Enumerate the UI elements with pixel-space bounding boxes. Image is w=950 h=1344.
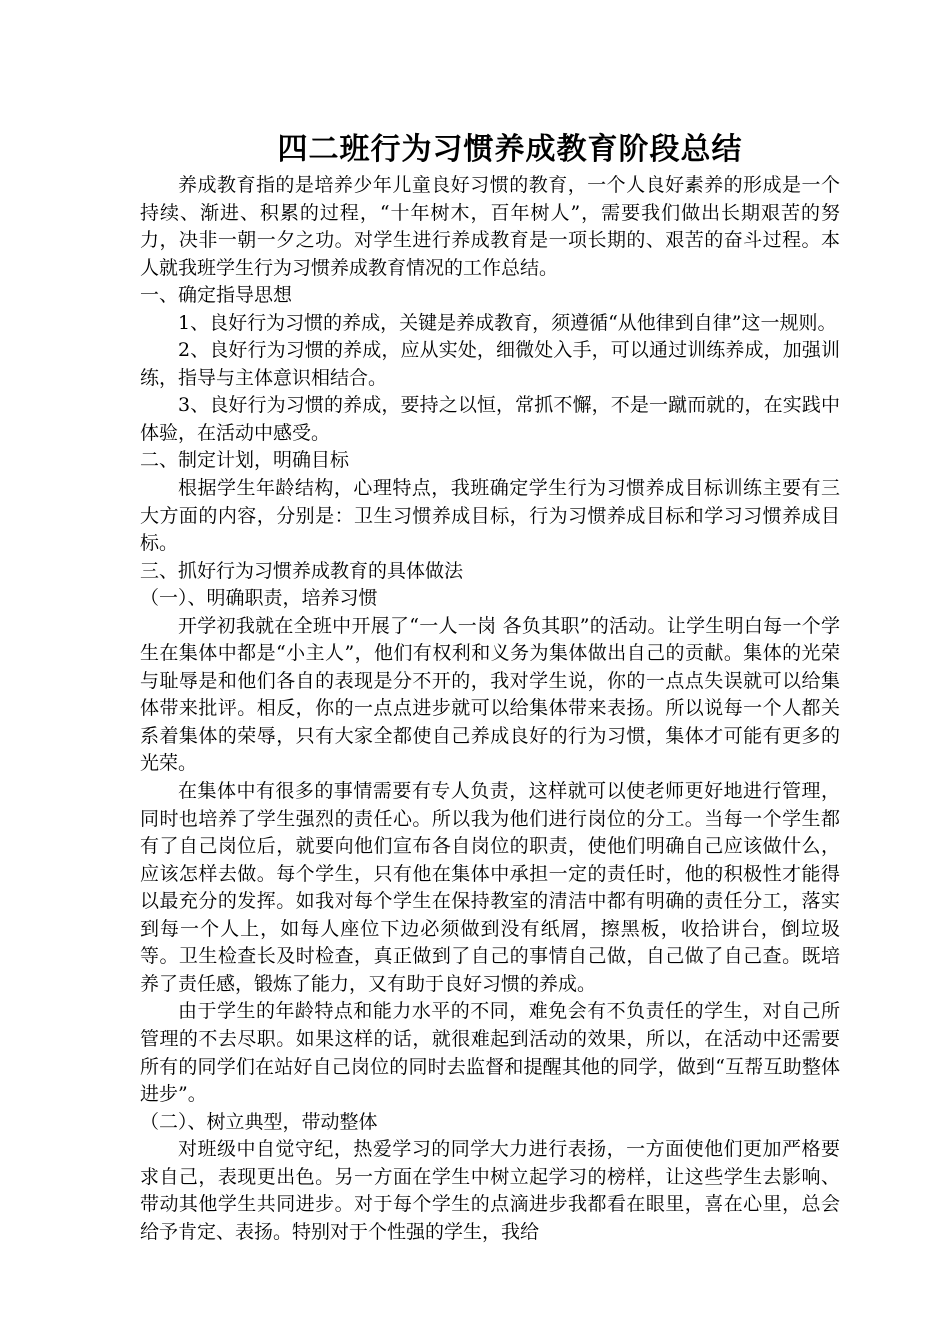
document-title: 四二班行为习惯养成教育阶段总结	[277, 132, 743, 167]
section-heading-1: 一、确定指导思想	[140, 284, 293, 307]
paragraph-goals: 根据学生年龄结构，心理特点，我班确定学生行为习惯养成目标训练主要有三大方面的内容，分别是：卫生习惯养成目标，行为习惯养成目标和学习习惯养成目标。	[140, 477, 840, 555]
subsection-heading-2: （二）、树立典型，带动整体	[140, 1110, 378, 1133]
paragraph-role-models: 对班级中自觉守纪，热爱学习的同学大力进行表扬，一方面使他们更加严格要求自己，表现更出色。另一方面在学生中树立起学习的榜样，让这些学生去影响、带动其他学生共同进步。对于每个学生的点滴进步我都看在眼里，喜在心里，总会给予肯定、表扬。特别对于个性强的学生，我给	[140, 1138, 840, 1243]
paragraph-point-2: 2、良好行为习惯的养成，应从实处，细微处入手，可以通过训练养成，加强训练，指导与主体意识相结合。	[140, 339, 840, 389]
paragraph-roles: 在集体中有很多的事情需要有专人负责，这样就可以使老师更好地进行管理，同时也培养了学生强烈的责任心。所以我为他们进行岗位的分工。当每一个学生都有了自己岗位后，就要向他们宣布各自岗位的职责，使他们明确自己应该做什么，应该怎样去做。每个学生，只有他在集体中承担一定的责任时，他的积极性才能得以最充分的发挥。如我对每个学生在保持教室的清洁中都有明确的责任分工，落实到每一个人上，如每人座位下边必须做到没有纸屑，擦黑板，收拾讲台，倒垃圾等。卫生检查长及时检查，真正做到了自己的事情自己做，自己做了自己查。既培养了责任感，锻炼了能力，又有助于良好习惯的养成。	[140, 780, 840, 995]
paragraph-point-1: 1、良好行为习惯的养成，关键是养成教育，须遵循“从他律到自律”这一规则。	[178, 311, 837, 334]
paragraph-intro: 养成教育指的是培养少年儿童良好习惯的教育，一个人良好素养的形成是一个持续、渐进、积累的过程，“十年树木，百年树人”，需要我们做出长期艰苦的努力，决非一朝一夕之功。对学生进行养成教育是一项长期的、艰苦的奋斗过程。本人就我班学生行为习惯养成教育情况的工作总结。	[140, 174, 840, 279]
paragraph-point-3: 3、良好行为习惯的养成，要持之以恒，常抓不懈，不是一蹴而就的，在实践中体验，在活动中感受。	[140, 394, 840, 444]
subsection-heading-1: （一）、明确职责，培养习惯	[140, 587, 378, 610]
paragraph-duties: 开学初我就在全班中开展了“一人一岗 各负其职”的活动。让学生明白每一个学生在集体中都是“小主人”，他们有权利和义务为集体做出自己的贡献。集体的光荣与耻辱是和他们各自的表现是分不开的，我对学生说，你的一点点失误就可以给集体带来批评。相反，你的一点点进步就可以给集体带来表扬。所以说每一个人都关系着集体的荣辱，只有大家全都使自己养成良好的行为习惯，集体才可能有更多的光荣。	[140, 614, 840, 775]
document-body	[140, 172, 840, 1246]
section-heading-3: 三、抓好行为习惯养成教育的具体做法	[140, 559, 464, 582]
paragraph-supervision: 由于学生的年龄特点和能力水平的不同，难免会有不负责任的学生，对自己所管理的不去尽职。如果这样的话，就很难起到活动的效果，所以，在活动中还需要所有的同学们在站好自己岗位的同时去监督和提醒其他的同学，做到“互帮互助整体进步”。	[140, 1000, 840, 1106]
section-heading-2: 二、制定计划，明确目标	[140, 449, 350, 472]
